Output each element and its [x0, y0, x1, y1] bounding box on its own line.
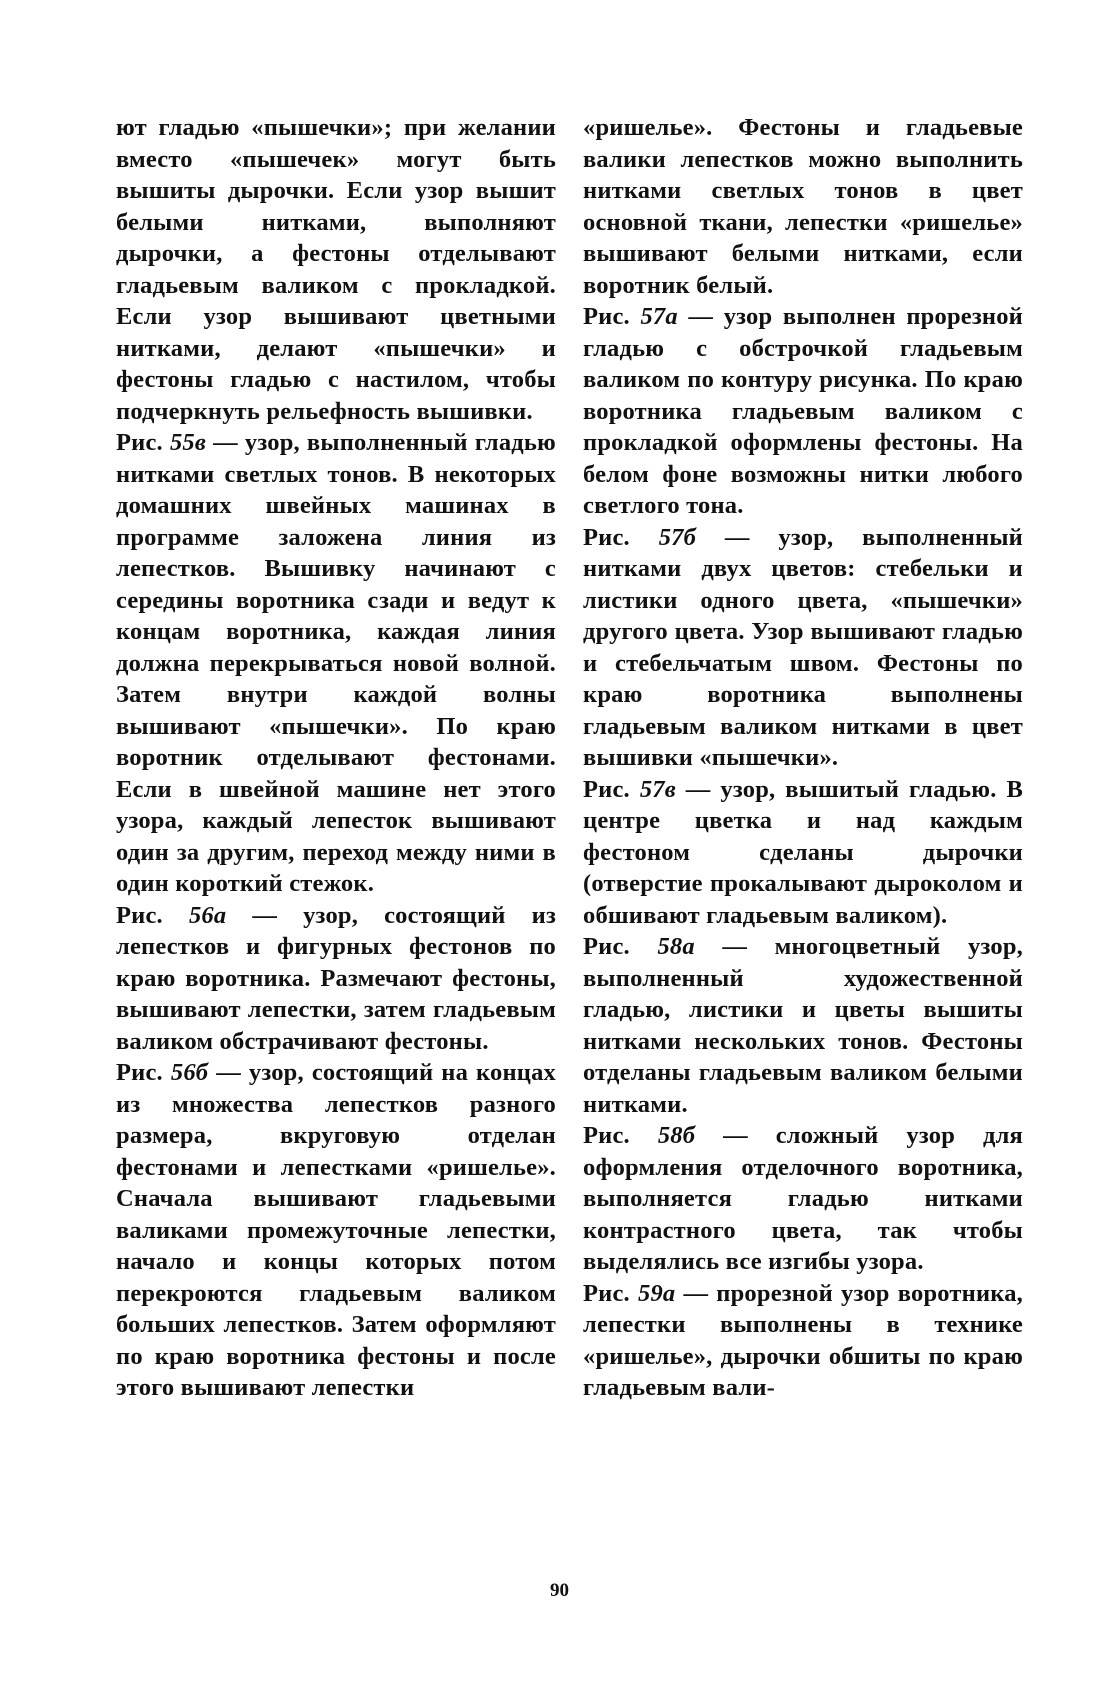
paragraph: ют гладью «пышечки»; при желании вместо «пышечек» могут быть вышиты дырочки. Если узор вышит белыми нитками, выполняют дырочки, а фестоны отделывают гладьевым валиком с прокладкой. Если узор вышивают цветными нитками, делают «пышечки» и фестоны гладью с настилом, чтобы подчеркнуть рельефность вышивки. — [116, 114, 556, 425]
right-text-column — [583, 112, 1023, 1404]
figure-reference: 57б — [658, 523, 697, 551]
figure-prefix: Рис. — [583, 1122, 658, 1149]
figure-prefix: Рис. — [116, 429, 170, 456]
figure-reference: 56а — [188, 901, 227, 929]
figure-reference: 58б — [657, 1122, 696, 1149]
paragraph-text: — узор, вышитый гладью. В центре цветка и над каждым фестоном сделаны дырочки (отверстие прокалывают дыроколом и обшивают гладьевым валиком). — [583, 775, 1023, 929]
figure-reference: 56б — [170, 1059, 209, 1086]
paragraph-text: — прорезной узор воротника, лепестки выполнены в технике «ришелье», дырочки обшиты по краю гладьевым вали- — [583, 1279, 1023, 1401]
figure-reference: 57в — [639, 775, 676, 803]
figure-prefix: Рис. — [116, 1059, 171, 1086]
left-text-column — [116, 112, 556, 1404]
paragraph — [583, 1120, 1023, 1278]
paragraph-text: — узор, состоящий из лепестков и фигурных фестонов по краю воротника. Размечают фестоны, вышивают лепестки, затем гладьевым валиком обстрачивают фестоны. — [116, 901, 556, 1055]
figure-reference: 59а — [638, 1279, 676, 1307]
paragraph — [583, 522, 1023, 774]
figure-prefix: Рис. — [116, 901, 189, 929]
paragraph-text: — узор выполнен прорезной гладью с обстрочкой гладьевым валиком по контуру рисунка. По краю воротника гладьевым валиком с прокладкой оформлены фестоны. На белом фоне возможны нитки любого светлого тона. — [583, 303, 1023, 519]
figure-prefix: Рис. — [583, 933, 658, 960]
paragraph — [583, 301, 1023, 522]
paragraph — [583, 931, 1023, 1120]
figure-prefix: Рис. — [583, 1279, 638, 1307]
figure-prefix: Рис. — [583, 523, 659, 551]
paragraph — [583, 774, 1023, 932]
paragraph — [116, 427, 556, 900]
figure-reference: 55в — [169, 429, 207, 456]
paragraph — [116, 900, 556, 1058]
paragraph — [583, 1278, 1023, 1404]
page-number: 90 — [550, 1580, 569, 1601]
figure-prefix: Рис. — [583, 775, 640, 803]
paragraph: «ришелье». Фестоны и гладьевые валики лепестков можно выполнить нитками светлых тонов в цвет основной ткани, лепестки «ришелье» вышивают белыми нитками, если воротник белый. — [583, 114, 1023, 299]
paragraph-text: — узор, выполненный нитками двух цветов: стебельки и листики одного цвета, «пышечки» другого цвета. Узор вышивают гладью и стебельчатым швом. Фестоны по краю воротника выполнены гладьевым валиком нитками в цвет вышивки «пышечки». — [583, 523, 1023, 771]
figure-reference: 58а — [657, 933, 695, 960]
paragraph — [116, 1057, 556, 1404]
paragraph-text: — сложный узор для оформления отделочного воротника, выполняется гладью нитками контрастного цвета, так чтобы выделялись все изгибы узора. — [583, 1122, 1023, 1275]
paragraph-text: — узор, состоящий на концах из множества лепестков разного размера, вкруговую отделан фестонами и лепестками «ришелье». Сначала вышивают гладьевыми валиками промежуточные лепестки, начало и концы которых потом перекроются гладьевым валиком больших лепестков. Затем оформляют по краю воротника фестоны и после этого вышивают лепестки — [116, 1059, 556, 1401]
paragraph-text: — узор, выполненный гладью нитками светлых тонов. В некоторых домашних швейных машинах в программе заложена линия из лепестков. Вышивку начинают с середины воротника сзади и ведут к концам воротника, каждая линия должна перекрываться новой волной. Затем внутри каждой волны вышивают «пышечки». По краю воротник отделывают фестонами. Если в швейной машине нет этого узора, каждый лепесток вышивают один за другим, переход между ними в один короткий стежок. — [116, 429, 556, 897]
figure-reference: 57а — [640, 303, 678, 330]
paragraph-text: — многоцветный узор, выполненный художественной гладью, листики и цветы вышиты нитками нескольких тонов. Фестоны отделаны гладьевым валиком белыми нитками. — [583, 933, 1023, 1118]
figure-prefix: Рис. — [583, 303, 641, 330]
